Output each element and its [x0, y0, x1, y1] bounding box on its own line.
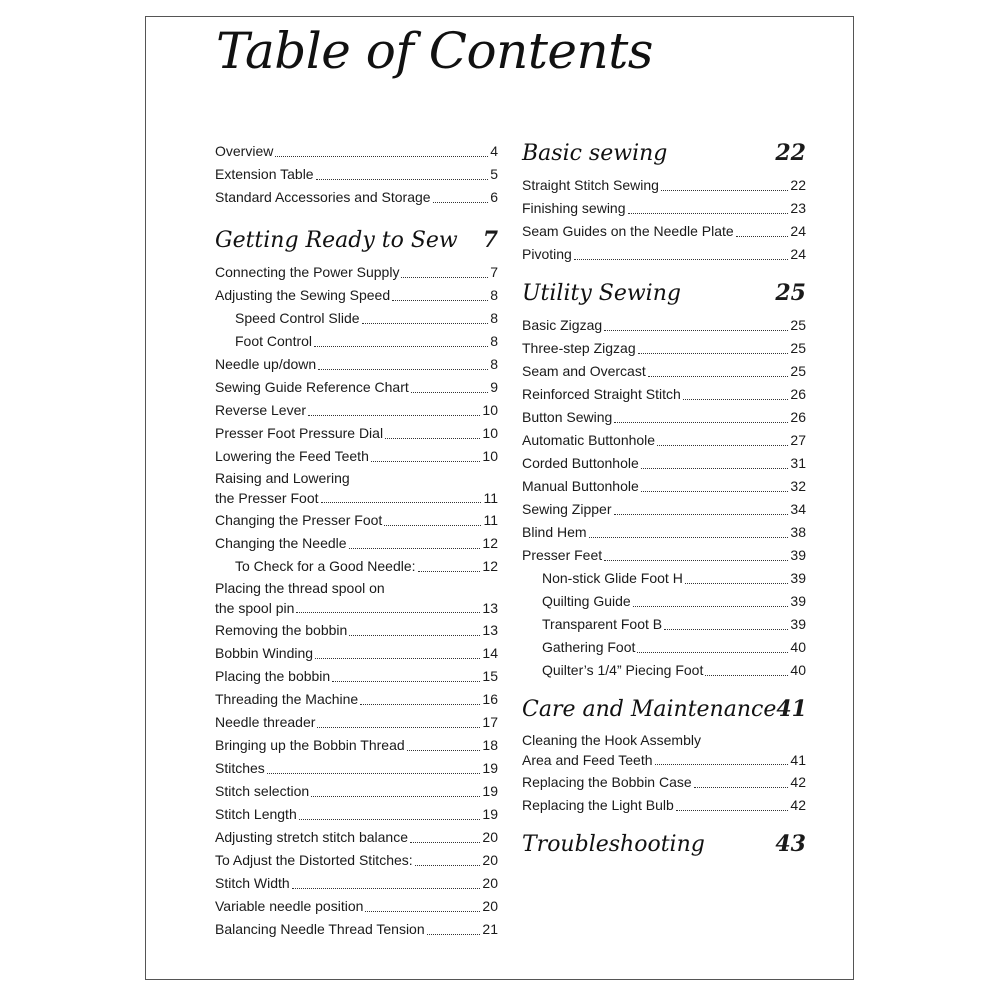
toc-leader-dots — [296, 612, 480, 613]
toc-entry-label: Speed Control Slide — [235, 310, 360, 326]
toc-entry — [522, 794, 806, 817]
toc-entry-label: Placing the bobbin — [215, 668, 331, 684]
toc-entry — [215, 895, 498, 918]
toc-entry-label: Transparent Foot B — [542, 616, 663, 632]
toc-leader-dots — [384, 525, 481, 526]
toc-leader-dots — [648, 376, 789, 377]
toc-leader-dots — [371, 461, 481, 462]
toc-entry-page: 25 — [790, 340, 806, 356]
toc-entry-page: 19 — [482, 783, 498, 799]
toc-entry — [522, 452, 806, 475]
toc-entry — [522, 383, 806, 406]
toc-entry — [215, 803, 498, 826]
toc-entry — [215, 555, 498, 578]
toc-entry — [522, 174, 806, 197]
toc-leader-dots — [641, 468, 789, 469]
toc-leader-dots — [317, 727, 480, 728]
toc-entry-label: Changing the Needle — [215, 535, 347, 551]
toc-entry-page: 19 — [482, 806, 498, 822]
toc-entry-label: Stitches — [215, 760, 265, 776]
toc-leader-dots — [694, 787, 789, 788]
toc-entry-page: 20 — [482, 875, 498, 891]
toc-entry-label: Quilting Guide — [542, 593, 631, 609]
toc-entry-page: 8 — [490, 310, 498, 326]
toc-entry — [215, 307, 498, 330]
toc-entry-label: Presser Foot Pressure Dial — [215, 425, 384, 441]
toc-entry-page: 11 — [483, 512, 498, 528]
toc-leader-dots — [292, 888, 481, 889]
toc-entry — [522, 429, 806, 452]
section-page: 7 — [482, 227, 498, 253]
toc-entry-label: Sewing Guide Reference Chart — [215, 379, 409, 395]
section-page: 22 — [775, 140, 806, 166]
toc-entry-label: Standard Accessories and Storage — [215, 189, 431, 205]
toc-entry-label: Bobbin Winding — [215, 645, 314, 661]
section-heading — [522, 831, 806, 865]
toc-entry-label: Manual Buttonhole — [522, 478, 639, 494]
toc-entry-label: Foot Control — [235, 333, 313, 349]
toc-entry-label: Automatic Buttonhole — [522, 432, 656, 448]
section-page: 25 — [775, 280, 806, 306]
toc-leader-dots — [736, 236, 789, 237]
toc-entry-page: 41 — [790, 752, 806, 768]
toc-entry-page: 8 — [490, 356, 498, 372]
toc-entry-page: 19 — [482, 760, 498, 776]
toc-entry-page: 20 — [482, 852, 498, 868]
toc-entry-label-line1: Cleaning the Hook Assembly — [522, 732, 701, 748]
toc-leader-dots — [318, 369, 488, 370]
toc-entry-page: 23 — [790, 200, 806, 216]
toc-leader-dots — [614, 514, 789, 515]
toc-entry — [215, 780, 498, 803]
toc-entry-label: Balancing Needle Thread Tension — [215, 921, 425, 937]
toc-entry — [215, 399, 498, 422]
toc-entry-page: 24 — [790, 246, 806, 262]
toc-entry-label: Adjusting the Sewing Speed — [215, 287, 391, 303]
toc-entry — [215, 163, 498, 186]
toc-leader-dots — [705, 675, 788, 676]
toc-leader-dots — [655, 764, 789, 765]
toc-entry — [215, 330, 498, 353]
toc-entry-page: 25 — [790, 363, 806, 379]
toc-entry — [522, 243, 806, 266]
toc-entry-page: 8 — [490, 333, 498, 349]
toc-leader-dots — [362, 323, 489, 324]
toc-entry — [522, 314, 806, 337]
toc-entry-page: 42 — [790, 797, 806, 813]
toc-entry-page: 10 — [482, 425, 498, 441]
toc-entry — [522, 521, 806, 544]
toc-entry — [522, 567, 806, 590]
toc-entry-page: 39 — [790, 570, 806, 586]
toc-leader-dots — [415, 865, 481, 866]
toc-entry — [215, 284, 498, 307]
toc-entry-page: 39 — [790, 616, 806, 632]
toc-entry-page: 9 — [490, 379, 498, 395]
toc-entry-line2 — [522, 750, 806, 771]
toc-entry-label: Gathering Foot — [542, 639, 636, 655]
toc-entry — [215, 688, 498, 711]
toc-entry-label: Stitch Length — [215, 806, 297, 822]
toc-entry-page: 32 — [790, 478, 806, 494]
section-title: Getting Ready to Sew — [215, 228, 458, 253]
toc-entry-label: Overview — [215, 143, 274, 159]
toc-entry-label: Finishing sewing — [522, 200, 626, 216]
toc-leader-dots — [267, 773, 481, 774]
toc-entry-page: 21 — [482, 921, 498, 937]
section-heading — [522, 280, 806, 314]
section-page: 43 — [775, 831, 806, 857]
toc-entry-page: 15 — [482, 668, 498, 684]
toc-leader-dots — [411, 392, 488, 393]
toc-entry-label: Button Sewing — [522, 409, 613, 425]
toc-entry-label: Seam Guides on the Needle Plate — [522, 223, 734, 239]
toc-entry — [215, 619, 498, 642]
toc-entry-label: Removing the bobbin — [215, 622, 348, 638]
toc-entry-page: 42 — [790, 774, 806, 790]
section-heading — [522, 140, 806, 174]
toc-entry — [215, 734, 498, 757]
section-title: Care and Maintenance — [522, 697, 777, 722]
toc-leader-dots — [685, 583, 789, 584]
section-title: Basic sewing — [522, 141, 668, 166]
toc-leader-dots — [574, 259, 789, 260]
toc-entry-page: 27 — [790, 432, 806, 448]
toc-entry — [215, 757, 498, 780]
toc-entry — [522, 544, 806, 567]
toc-entry-label: Sewing Zipper — [522, 501, 612, 517]
toc-entry-label: Bringing up the Bobbin Thread — [215, 737, 405, 753]
toc-leader-dots — [392, 300, 488, 301]
toc-entry — [215, 468, 498, 509]
toc-entry-page: 38 — [790, 524, 806, 540]
section-heading — [215, 227, 498, 261]
toc-entry — [215, 642, 498, 665]
toc-entry — [215, 826, 498, 849]
toc-entry — [215, 186, 498, 209]
toc-leader-dots — [633, 606, 789, 607]
toc-right-column — [522, 140, 806, 865]
toc-leader-dots — [410, 842, 480, 843]
toc-entry — [215, 376, 498, 399]
toc-entry-label: Reverse Lever — [215, 402, 307, 418]
toc-entry-page: 40 — [790, 639, 806, 655]
toc-entry-label: To Adjust the Distorted Stitches: — [215, 852, 413, 868]
toc-entry-label: the spool pin — [215, 600, 295, 616]
toc-entry-label: Seam and Overcast — [522, 363, 646, 379]
toc-entry-label: Non-stick Glide Foot H — [542, 570, 683, 586]
toc-entry-page: 11 — [483, 490, 498, 506]
toc-entry — [522, 360, 806, 383]
toc-entry — [215, 509, 498, 532]
toc-leader-dots — [407, 750, 481, 751]
section-title: Troubleshooting — [522, 832, 705, 857]
toc-entry-page: 39 — [790, 547, 806, 563]
toc-entry-page: 4 — [490, 143, 498, 159]
toc-entry-page: 12 — [482, 535, 498, 551]
toc-entry-page: 25 — [790, 317, 806, 333]
toc-leader-dots — [637, 652, 788, 653]
toc-entry-page: 31 — [790, 455, 806, 471]
toc-entry-page: 39 — [790, 593, 806, 609]
toc-entry-page: 34 — [790, 501, 806, 517]
toc-entry — [215, 353, 498, 376]
toc-entry-label: Variable needle position — [215, 898, 364, 914]
toc-leader-dots — [589, 537, 789, 538]
toc-leader-dots — [614, 422, 788, 423]
toc-leader-dots — [418, 571, 481, 572]
toc-entry-page: 20 — [482, 898, 498, 914]
toc-leader-dots — [604, 560, 788, 561]
toc-left-column — [215, 140, 498, 941]
toc-leader-dots — [321, 502, 482, 503]
toc-leader-dots — [427, 934, 481, 935]
toc-entry-page: 7 — [490, 264, 498, 280]
toc-entry-page: 24 — [790, 223, 806, 239]
toc-leader-dots — [401, 277, 488, 278]
toc-entry-page: 18 — [482, 737, 498, 753]
page-title: Table of Contents — [216, 22, 653, 80]
section-title: Utility Sewing — [522, 281, 681, 306]
toc-entry-page: 8 — [490, 287, 498, 303]
toc-leader-dots — [638, 353, 789, 354]
toc-entry-label: Replacing the Light Bulb — [522, 797, 674, 813]
toc-entry — [522, 220, 806, 243]
toc-entry-label: Changing the Presser Foot — [215, 512, 383, 528]
toc-entry — [215, 422, 498, 445]
toc-entry-line2 — [215, 598, 498, 619]
toc-leader-dots — [676, 810, 789, 811]
toc-leader-dots — [311, 796, 480, 797]
toc-entry-label: To Check for a Good Needle: — [235, 558, 416, 574]
toc-entry — [215, 872, 498, 895]
toc-entry-label-line1: Placing the thread spool on — [215, 580, 385, 596]
toc-entry-label: Connecting the Power Supply — [215, 264, 400, 280]
toc-leader-dots — [308, 415, 480, 416]
toc-entry-label: Corded Buttonhole — [522, 455, 639, 471]
toc-entry-page: 40 — [790, 662, 806, 678]
toc-entry — [522, 590, 806, 613]
toc-entry — [215, 578, 498, 619]
toc-entry-label: the Presser Foot — [215, 490, 319, 506]
toc-entry — [522, 771, 806, 794]
toc-entry — [522, 636, 806, 659]
toc-entry-label: Straight Stitch Sewing — [522, 177, 659, 193]
toc-leader-dots — [641, 491, 789, 492]
toc-entry-page: 16 — [482, 691, 498, 707]
toc-leader-dots — [332, 681, 480, 682]
toc-entry-label: Lowering the Feed Teeth — [215, 448, 369, 464]
toc-entry-line2 — [215, 488, 498, 509]
toc-entry — [522, 498, 806, 521]
toc-entry-label: Quilter’s 1/4” Piecing Foot — [542, 662, 704, 678]
toc-entry — [215, 261, 498, 284]
toc-leader-dots — [661, 190, 788, 191]
section-heading — [522, 696, 806, 730]
toc-entry-label: Extension Table — [215, 166, 314, 182]
section-page: 41 — [776, 696, 807, 722]
toc-entry-page: 14 — [482, 645, 498, 661]
toc-entry-page: 10 — [482, 448, 498, 464]
toc-leader-dots — [275, 156, 488, 157]
toc-leader-dots — [664, 629, 788, 630]
toc-leader-dots — [604, 330, 788, 331]
toc-entry-label: Three-step Zigzag — [522, 340, 636, 356]
toc-leader-dots — [349, 635, 480, 636]
toc-entry-label: Reinforced Straight Stitch — [522, 386, 681, 402]
toc-entry — [522, 730, 806, 771]
toc-leader-dots — [683, 399, 789, 400]
toc-entry-label: Presser Feet — [522, 547, 603, 563]
toc-entry — [522, 337, 806, 360]
toc-leader-dots — [365, 911, 480, 912]
toc-entry-page: 5 — [490, 166, 498, 182]
toc-entry-page: 26 — [790, 409, 806, 425]
toc-entry — [215, 711, 498, 734]
toc-entry-label: Adjusting stretch stitch balance — [215, 829, 408, 845]
toc-leader-dots — [315, 658, 480, 659]
toc-entry-label-line1: Raising and Lowering — [215, 470, 350, 486]
toc-entry-page: 17 — [482, 714, 498, 730]
toc-entry-label: Needle up/down — [215, 356, 317, 372]
toc-entry-label: Stitch Width — [215, 875, 290, 891]
toc-entry-page: 13 — [482, 622, 498, 638]
toc-entry-label: Stitch selection — [215, 783, 310, 799]
toc-entry-page: 13 — [482, 600, 498, 616]
toc-leader-dots — [299, 819, 481, 820]
toc-leader-dots — [628, 213, 789, 214]
toc-entry-label: Replacing the Bobbin Case — [522, 774, 692, 790]
toc-entry — [522, 613, 806, 636]
toc-leader-dots — [314, 346, 488, 347]
toc-entry-label: Area and Feed Teeth — [522, 752, 653, 768]
toc-entry-label: Pivoting — [522, 246, 572, 262]
toc-leader-dots — [316, 179, 489, 180]
toc-entry — [522, 475, 806, 498]
toc-leader-dots — [433, 202, 489, 203]
toc-entry-page: 22 — [790, 177, 806, 193]
toc-entry-page: 12 — [482, 558, 498, 574]
toc-entry-page: 6 — [490, 189, 498, 205]
toc-entry-page: 26 — [790, 386, 806, 402]
toc-entry — [522, 659, 806, 682]
toc-entry — [522, 406, 806, 429]
toc-entry — [215, 849, 498, 872]
toc-leader-dots — [349, 548, 481, 549]
toc-entry — [215, 445, 498, 468]
toc-entry-page: 10 — [482, 402, 498, 418]
toc-leader-dots — [385, 438, 480, 439]
toc-entry-label: Needle threader — [215, 714, 316, 730]
toc-entry-label: Basic Zigzag — [522, 317, 603, 333]
toc-entry-page: 20 — [482, 829, 498, 845]
toc-entry — [215, 140, 498, 163]
toc-leader-dots — [360, 704, 480, 705]
toc-entry-label: Threading the Machine — [215, 691, 359, 707]
toc-entry-label: Blind Hem — [522, 524, 587, 540]
toc-leader-dots — [657, 445, 788, 446]
toc-entry — [215, 918, 498, 941]
toc-entry — [522, 197, 806, 220]
toc-entry — [215, 532, 498, 555]
toc-entry — [215, 665, 498, 688]
